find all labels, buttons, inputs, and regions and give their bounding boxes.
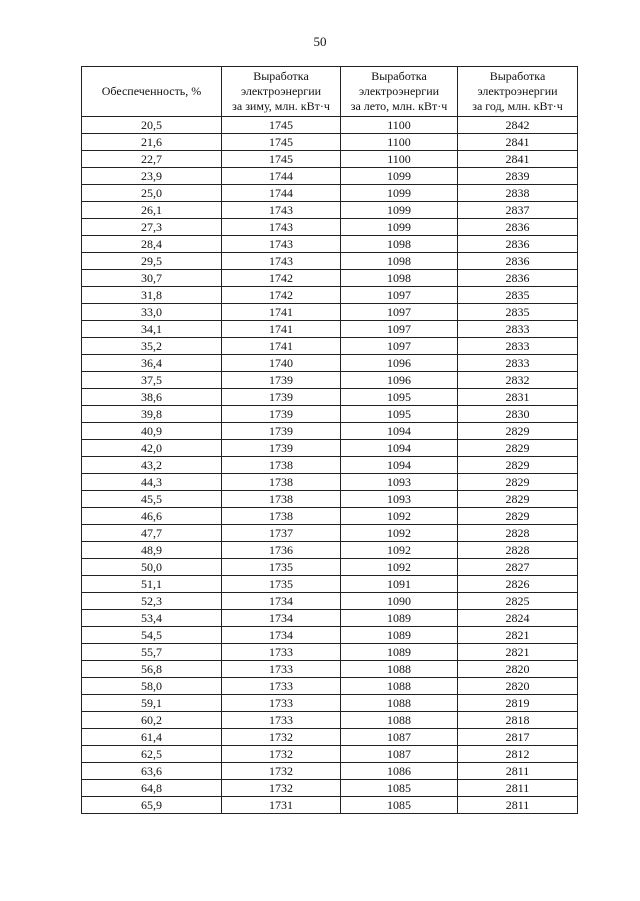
table-row: [82, 134, 578, 151]
cell-summer-output: 1086: [341, 763, 458, 780]
cell-summer-output: 1093: [341, 491, 458, 508]
header-text-line: за лето, млн. кВт·ч: [350, 99, 448, 113]
cell-summer-output: 1098: [341, 253, 458, 270]
cell-summer-output: 1089: [341, 627, 458, 644]
header-text-line: Выработка: [371, 69, 427, 83]
cell-coverage: 55,7: [82, 644, 222, 661]
cell-annual-output: 2841: [458, 134, 578, 151]
table-row: [82, 457, 578, 474]
table-row: [82, 355, 578, 372]
cell-coverage: 56,8: [82, 661, 222, 678]
cell-winter-output: 1745: [222, 134, 341, 151]
cell-winter-output: 1733: [222, 678, 341, 695]
cell-annual-output: 2841: [458, 151, 578, 168]
table-row: [82, 763, 578, 780]
cell-summer-output: 1092: [341, 525, 458, 542]
cell-summer-output: 1090: [341, 593, 458, 610]
cell-coverage: 40,9: [82, 423, 222, 440]
energy-output-table: [81, 66, 578, 814]
cell-winter-output: 1743: [222, 236, 341, 253]
cell-coverage: 36,4: [82, 355, 222, 372]
table-row: [82, 729, 578, 746]
cell-coverage: 47,7: [82, 525, 222, 542]
cell-annual-output: 2811: [458, 763, 578, 780]
cell-annual-output: 2827: [458, 559, 578, 576]
cell-summer-output: 1088: [341, 678, 458, 695]
cell-winter-output: 1745: [222, 117, 341, 134]
cell-winter-output: 1738: [222, 474, 341, 491]
cell-annual-output: 2820: [458, 661, 578, 678]
cell-winter-output: 1733: [222, 695, 341, 712]
cell-annual-output: 2811: [458, 780, 578, 797]
header-text-line: электроэнергии: [358, 84, 440, 98]
cell-coverage: 29,5: [82, 253, 222, 270]
cell-annual-output: 2836: [458, 219, 578, 236]
cell-winter-output: 1732: [222, 746, 341, 763]
cell-annual-output: 2839: [458, 168, 578, 185]
cell-winter-output: 1733: [222, 712, 341, 729]
table-row: [82, 406, 578, 423]
cell-annual-output: 2833: [458, 338, 578, 355]
cell-annual-output: 2818: [458, 712, 578, 729]
cell-summer-output: 1096: [341, 372, 458, 389]
cell-coverage: 53,4: [82, 610, 222, 627]
cell-winter-output: 1744: [222, 185, 341, 202]
cell-winter-output: 1736: [222, 542, 341, 559]
cell-winter-output: 1741: [222, 321, 341, 338]
cell-winter-output: 1735: [222, 559, 341, 576]
cell-winter-output: 1733: [222, 661, 341, 678]
table-row: [82, 627, 578, 644]
table-row: [82, 389, 578, 406]
cell-winter-output: 1738: [222, 457, 341, 474]
cell-coverage: 25,0: [82, 185, 222, 202]
cell-winter-output: 1744: [222, 168, 341, 185]
cell-coverage: 44,3: [82, 474, 222, 491]
cell-coverage: 37,5: [82, 372, 222, 389]
cell-annual-output: 2836: [458, 253, 578, 270]
table-row: [82, 270, 578, 287]
cell-winter-output: 1743: [222, 219, 341, 236]
cell-annual-output: 2824: [458, 610, 578, 627]
cell-winter-output: 1734: [222, 593, 341, 610]
table-row: [82, 559, 578, 576]
table-row: [82, 202, 578, 219]
cell-coverage: 22,7: [82, 151, 222, 168]
cell-winter-output: 1731: [222, 797, 341, 814]
cell-coverage: 65,9: [82, 797, 222, 814]
table-row: [82, 576, 578, 593]
table-row: [82, 746, 578, 763]
cell-summer-output: 1092: [341, 542, 458, 559]
cell-coverage: 50,0: [82, 559, 222, 576]
table-row: [82, 797, 578, 814]
cell-annual-output: 2829: [458, 491, 578, 508]
cell-summer-output: 1088: [341, 661, 458, 678]
cell-annual-output: 2828: [458, 542, 578, 559]
cell-coverage: 39,8: [82, 406, 222, 423]
cell-summer-output: 1088: [341, 712, 458, 729]
cell-coverage: 33,0: [82, 304, 222, 321]
cell-summer-output: 1095: [341, 389, 458, 406]
cell-coverage: 46,6: [82, 508, 222, 525]
cell-annual-output: 2836: [458, 236, 578, 253]
cell-summer-output: 1092: [341, 559, 458, 576]
cell-winter-output: 1735: [222, 576, 341, 593]
cell-summer-output: 1097: [341, 304, 458, 321]
table-body: [82, 117, 578, 814]
cell-winter-output: 1737: [222, 525, 341, 542]
cell-coverage: 52,3: [82, 593, 222, 610]
table-row: [82, 117, 578, 134]
cell-coverage: 54,5: [82, 627, 222, 644]
cell-summer-output: 1094: [341, 423, 458, 440]
table-row: [82, 542, 578, 559]
table-row: [82, 644, 578, 661]
cell-winter-output: 1733: [222, 644, 341, 661]
cell-annual-output: 2837: [458, 202, 578, 219]
cell-annual-output: 2833: [458, 355, 578, 372]
cell-winter-output: 1743: [222, 253, 341, 270]
cell-coverage: 23,9: [82, 168, 222, 185]
cell-coverage: 34,1: [82, 321, 222, 338]
cell-winter-output: 1741: [222, 304, 341, 321]
cell-coverage: 60,2: [82, 712, 222, 729]
cell-coverage: 35,2: [82, 338, 222, 355]
table-row: [82, 219, 578, 236]
table-row: [82, 661, 578, 678]
cell-summer-output: 1098: [341, 236, 458, 253]
table-row: [82, 168, 578, 185]
cell-annual-output: 2842: [458, 117, 578, 134]
header-summer-output: [341, 67, 458, 117]
cell-annual-output: 2820: [458, 678, 578, 695]
cell-coverage: 26,1: [82, 202, 222, 219]
table-row: [82, 678, 578, 695]
header-text-line: за зиму, млн. кВт·ч: [232, 99, 330, 113]
cell-winter-output: 1739: [222, 423, 341, 440]
table-row: [82, 423, 578, 440]
cell-summer-output: 1097: [341, 321, 458, 338]
cell-annual-output: 2833: [458, 321, 578, 338]
cell-summer-output: 1100: [341, 134, 458, 151]
cell-summer-output: 1093: [341, 474, 458, 491]
cell-annual-output: 2825: [458, 593, 578, 610]
cell-winter-output: 1742: [222, 270, 341, 287]
cell-annual-output: 2812: [458, 746, 578, 763]
header-text-line: электроэнергии: [240, 84, 322, 98]
cell-annual-output: 2838: [458, 185, 578, 202]
cell-summer-output: 1091: [341, 576, 458, 593]
cell-coverage: 43,2: [82, 457, 222, 474]
table-row: [82, 185, 578, 202]
header-text-line: за год, млн. кВт·ч: [472, 99, 563, 113]
cell-winter-output: 1739: [222, 389, 341, 406]
cell-coverage: 21,6: [82, 134, 222, 151]
table-row: [82, 440, 578, 457]
cell-winter-output: 1734: [222, 627, 341, 644]
cell-coverage: 38,6: [82, 389, 222, 406]
cell-coverage: 45,5: [82, 491, 222, 508]
cell-coverage: 62,5: [82, 746, 222, 763]
cell-winter-output: 1740: [222, 355, 341, 372]
table-row: [82, 474, 578, 491]
cell-summer-output: 1088: [341, 695, 458, 712]
cell-annual-output: 2829: [458, 474, 578, 491]
cell-annual-output: 2828: [458, 525, 578, 542]
cell-summer-output: 1094: [341, 440, 458, 457]
cell-summer-output: 1085: [341, 797, 458, 814]
cell-coverage: 30,7: [82, 270, 222, 287]
cell-winter-output: 1732: [222, 780, 341, 797]
page-number: 50: [313, 34, 327, 49]
header-row: [82, 67, 578, 117]
cell-annual-output: 2829: [458, 457, 578, 474]
cell-annual-output: 2832: [458, 372, 578, 389]
header-coverage: [82, 67, 222, 117]
table-row: [82, 712, 578, 729]
header-text-line: Обеспеченность, %: [101, 84, 202, 98]
table-row: [82, 253, 578, 270]
cell-annual-output: 2830: [458, 406, 578, 423]
table-row: [82, 287, 578, 304]
cell-winter-output: 1732: [222, 729, 341, 746]
cell-coverage: 27,3: [82, 219, 222, 236]
cell-winter-output: 1732: [222, 763, 341, 780]
table-row: [82, 491, 578, 508]
cell-coverage: 58,0: [82, 678, 222, 695]
cell-winter-output: 1739: [222, 440, 341, 457]
cell-winter-output: 1734: [222, 610, 341, 627]
cell-coverage: 28,4: [82, 236, 222, 253]
cell-winter-output: 1738: [222, 491, 341, 508]
cell-coverage: 61,4: [82, 729, 222, 746]
cell-winter-output: 1739: [222, 406, 341, 423]
header-annual-output: [458, 67, 578, 117]
cell-summer-output: 1097: [341, 338, 458, 355]
cell-summer-output: 1096: [341, 355, 458, 372]
table-row: [82, 780, 578, 797]
cell-winter-output: 1745: [222, 151, 341, 168]
cell-coverage: 42,0: [82, 440, 222, 457]
cell-coverage: 63,6: [82, 763, 222, 780]
cell-summer-output: 1095: [341, 406, 458, 423]
table-header: [82, 67, 578, 117]
table-row: [82, 151, 578, 168]
cell-coverage: 59,1: [82, 695, 222, 712]
cell-annual-output: 2819: [458, 695, 578, 712]
header-text-line: Выработка: [253, 69, 309, 83]
table-row: [82, 508, 578, 525]
header-text-line: электроэнергии: [477, 84, 558, 98]
cell-winter-output: 1739: [222, 372, 341, 389]
table-row: [82, 236, 578, 253]
cell-summer-output: 1087: [341, 729, 458, 746]
cell-coverage: 31,8: [82, 287, 222, 304]
cell-coverage: 20,5: [82, 117, 222, 134]
cell-annual-output: 2829: [458, 508, 578, 525]
cell-winter-output: 1741: [222, 338, 341, 355]
cell-summer-output: 1097: [341, 287, 458, 304]
cell-annual-output: 2836: [458, 270, 578, 287]
cell-summer-output: 1099: [341, 168, 458, 185]
cell-annual-output: 2826: [458, 576, 578, 593]
cell-annual-output: 2831: [458, 389, 578, 406]
header-winter-output: [222, 67, 341, 117]
table-row: [82, 593, 578, 610]
cell-annual-output: 2829: [458, 440, 578, 457]
cell-summer-output: 1099: [341, 202, 458, 219]
table-row: [82, 304, 578, 321]
cell-summer-output: 1099: [341, 185, 458, 202]
header-text-line: Выработка: [489, 69, 546, 83]
cell-winter-output: 1743: [222, 202, 341, 219]
table-row: [82, 610, 578, 627]
cell-summer-output: 1092: [341, 508, 458, 525]
cell-annual-output: 2821: [458, 644, 578, 661]
cell-annual-output: 2829: [458, 423, 578, 440]
cell-summer-output: 1089: [341, 610, 458, 627]
cell-annual-output: 2821: [458, 627, 578, 644]
table-row: [82, 338, 578, 355]
cell-annual-output: 2817: [458, 729, 578, 746]
cell-annual-output: 2835: [458, 304, 578, 321]
cell-summer-output: 1089: [341, 644, 458, 661]
cell-summer-output: 1087: [341, 746, 458, 763]
table-row: [82, 372, 578, 389]
cell-summer-output: 1100: [341, 117, 458, 134]
cell-summer-output: 1099: [341, 219, 458, 236]
cell-summer-output: 1100: [341, 151, 458, 168]
cell-coverage: 64,8: [82, 780, 222, 797]
cell-coverage: 51,1: [82, 576, 222, 593]
cell-winter-output: 1738: [222, 508, 341, 525]
cell-summer-output: 1098: [341, 270, 458, 287]
cell-coverage: 48,9: [82, 542, 222, 559]
table-row: [82, 321, 578, 338]
cell-summer-output: 1094: [341, 457, 458, 474]
cell-winter-output: 1742: [222, 287, 341, 304]
cell-annual-output: 2811: [458, 797, 578, 814]
table-row: [82, 525, 578, 542]
cell-summer-output: 1085: [341, 780, 458, 797]
cell-annual-output: 2835: [458, 287, 578, 304]
table-row: [82, 695, 578, 712]
